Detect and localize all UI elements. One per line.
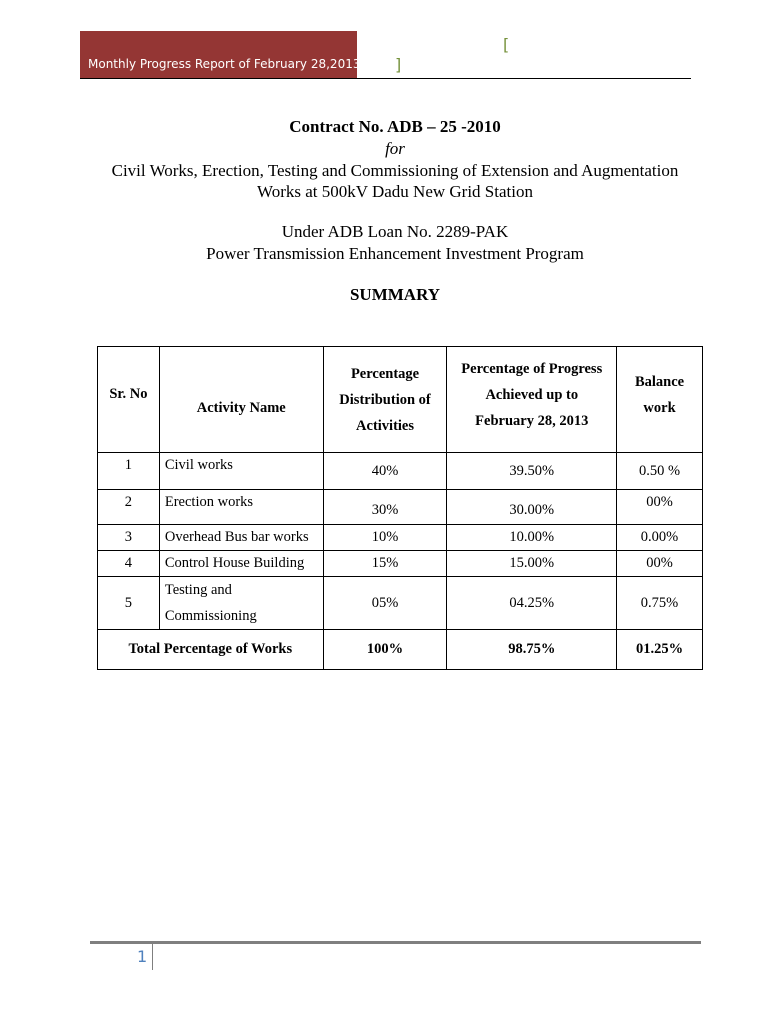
total-progress: 98.75% [447,630,617,670]
row-sr: 5 [98,577,160,630]
header-bracket-open: [ [503,35,510,54]
row-balance: 00% [617,551,703,577]
row-activity: Testing and Commissioning [159,577,323,630]
table-row [98,453,703,490]
program-name: Power Transmission Enhancement Investment Program [206,244,584,263]
page-number: 1 [137,947,148,966]
header-title-banner [80,31,361,79]
page-number-separator [152,944,153,970]
row-sr: 3 [98,525,160,551]
table-total-row [98,630,703,670]
header-distribution: Percentage Distribution of Activities [323,347,447,453]
row-balance: 0.50 % [617,453,703,490]
scope-line-1: Civil Works, Erection, Testing and Commissioning of Extension and Augmentation [111,161,679,180]
row-sr: 4 [98,551,160,577]
header-bracket-close: ] [395,55,402,74]
row-sr: 1 [98,453,160,490]
row-progress: 39.50% [447,453,617,490]
for-label: for [385,139,405,158]
total-distribution: 100% [323,630,447,670]
table-row [98,490,703,525]
row-distribution: 05% [323,577,447,630]
header-divider [80,78,691,79]
total-balance: 01.25% [617,630,703,670]
row-activity: Erection works [159,490,323,525]
row-progress: 04.25% [447,577,617,630]
row-distribution: 40% [323,453,447,490]
table-row [98,577,703,630]
row-balance: 0.00% [617,525,703,551]
header-sr-no: Sr. No [98,347,160,453]
contract-number: Contract No. ADB – 25 -2010 [289,117,501,136]
table-header-row [98,347,703,453]
footer-divider [90,941,701,944]
row-balance: 0.75% [617,577,703,630]
row-progress: 15.00% [447,551,617,577]
row-distribution: 30% [323,490,447,525]
loan-number: Under ADB Loan No. 2289-PAK [281,222,509,241]
table-row [98,551,703,577]
row-activity: Overhead Bus bar works [159,525,323,551]
row-distribution: 10% [323,525,447,551]
header-progress: Percentage of Progress Achieved up to February 28, 2013 [447,347,617,453]
table-row [98,525,703,551]
summary-heading: SUMMARY [349,285,441,304]
contract-scope [80,160,710,202]
header-activity-name: Activity Name [159,347,323,453]
row-distribution: 15% [323,551,447,577]
row-balance: 00% [617,490,703,525]
row-activity: Civil works [159,453,323,490]
row-progress: 30.00% [447,490,617,525]
total-label: Total Percentage of Works [98,630,324,670]
row-sr: 2 [98,490,160,525]
header-balance: Balance work [617,347,703,453]
summary-table [97,346,703,670]
scope-line-2: Works at 500kV Dadu New Grid Station [257,182,533,201]
report-title: Monthly Progress Report of February 28,2013 [88,57,361,71]
row-progress: 10.00% [447,525,617,551]
row-activity: Control House Building [159,551,323,577]
